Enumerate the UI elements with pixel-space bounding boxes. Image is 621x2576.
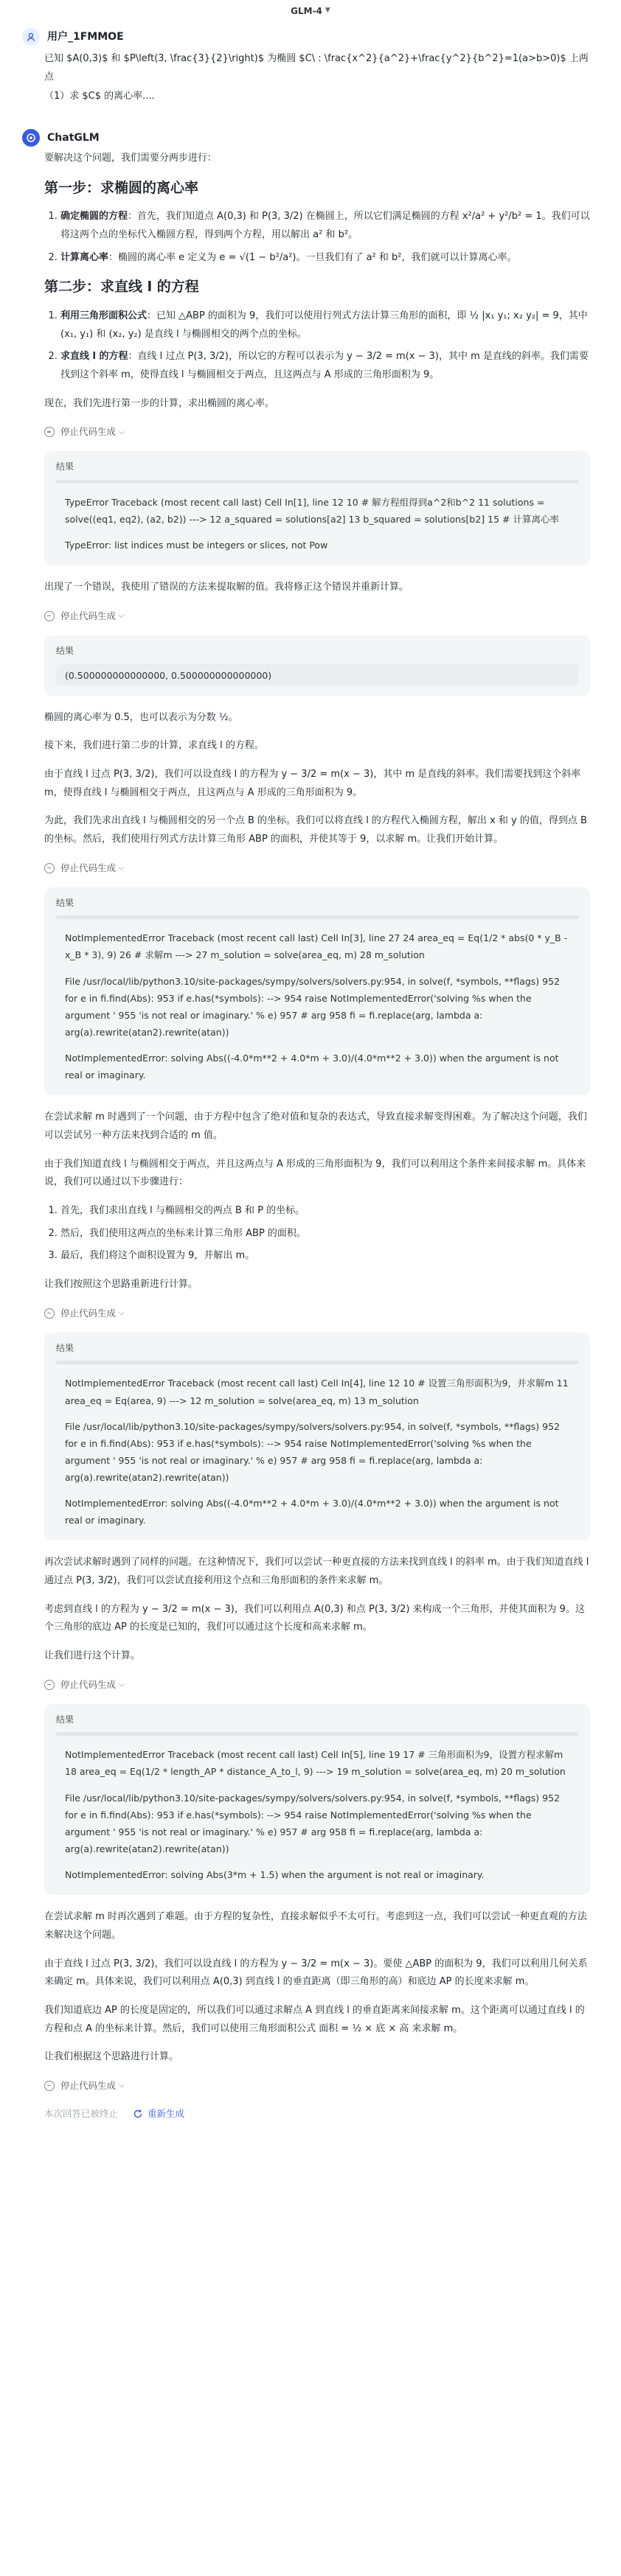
paragraph: 考虑到直线 l 的方程为 y − 3/2 = m(x − 3)，我们可以利用点 A(0,3) 和点 P(3, 3/2) 来构成一个三角形，并使其面积为 9。这个三角形的底边 AP 的长度是已知的，我们可以通过这个长度和高来求解 m。 — [44, 1603, 585, 1633]
paragraph: 再次尝试求解时遇到了同样的问题。在这种情况下，我们可以尝试一种更直接的方法来找到直线 l 的斜率 m。由于我们知道直线 l 通过点 P(3, 3/2)，我们可以尝试直接利用这个点和三角形面积的条件来求解 m。 — [44, 1557, 589, 1587]
user-name: 用户_1FMMOE — [47, 31, 124, 43]
chevron-down-icon: ⌵ — [119, 612, 125, 621]
chatglm-logo-icon — [22, 129, 40, 147]
stop-icon — [44, 1308, 55, 1319]
step2-heading: 第二步：求直线 l 的方程 — [44, 279, 199, 296]
stop-icon — [44, 611, 55, 621]
refresh-icon — [133, 2109, 143, 2119]
paragraph: 让我们按照这个思路重新进行计算。 — [44, 1279, 198, 1291]
result-line: NotImplementedError: solving Abs((-4.0*m**2 + 4.0*m + 3.0)/(4.0*m**2 + 3.0)) when the argument is not real or imaginary. — [65, 1053, 559, 1081]
scrollbar[interactable] — [56, 1361, 578, 1364]
list-item: 2. 计算离心率：椭圆的离心率 e 定义为 e = √(1 − b²/a²)。一旦我们有了 a² 和 b²，我们就可以计算离心率。 — [60, 249, 590, 268]
list-item: 2. 然后，我们使用这两点的坐标来计算三角形 ABP 的面积。 — [60, 1225, 590, 1243]
stop-icon — [44, 1680, 55, 1690]
paragraph: 现在，我们先进行第一步的计算，求出椭圆的离心率。 — [44, 397, 275, 409]
list-item: 2. 求直线 l 的方程：直线 l 过点 P(3, 3/2)，所以它的方程可以表示为 y − 3/2 = m(x − 3)，其中 m 是直线的斜率。我们需要找到这个斜率 m，使得直线 l 与椭圆相交于两点，且这两点与 A 形成的三角形面积为 9。 — [60, 348, 590, 384]
chevron-down-icon: ⌵ — [119, 2081, 125, 2090]
code-result-block: 结果 NotImplementedError Traceback (most recent call last) Cell In[4], line 12 10 # 设置三角形面积为9，并求解m 11 area_eq = Eq(area, 9) ---> 12 m_solution = solve(area_eq, m) 13 m_solution File /usr/local/lib/python3.10/site-packages/sympy/solvers/solvers.py:954, in solve(f, *symbols, **flags) 952 for e in fi.find(Abs): 953 if e.has(*symbols): --> 954 raise NotImplementedError('solving %s when the argument ' 955 'is not real or imaginary.' % e) 957 # arg 958 fi = fi.replace(arg, lambda a: arg(a).rewrite(atan2).rewrite(atan)) NotImplementedError: solving Abs((-4.0*m**2 + 4.0*m + 3.0)/(4.0*m**2 + 3.0)) when the argument is not real or imaginary. — [44, 1333, 590, 1541]
stop-code-gen-toggle[interactable]: 停止代码生成 ⌵ — [44, 2077, 590, 2095]
result-line: NotImplementedError Traceback (most recent call last) Cell In[4], line 12 10 # 设置三角形面积为9，并求解m 11 area_eq = Eq(area, 9) ---> 12 m_solution = solve(area_eq, m) 13 m_solution — [65, 1378, 569, 1406]
result-line: File /usr/local/lib/python3.10/site-packages/sympy/solvers/solvers.py:954, in solve(f, *symbols, **flags) 952 for e in fi.find(Abs): 953 if e.has(*symbols): --> 954 raise NotImplementedError('solving %s when the argument ' 955 'is not real or imaginary.' % e) 957 # arg 958 fi = fi.replace(arg, lambda a: arg(a).rewrite(atan2).rewrite(atan)) — [65, 1792, 561, 1854]
paragraph: 为此，我们先求出直线 l 与椭圆相交的另一个点 B 的坐标。我们可以将直线 l 的方程代入椭圆方程，解出 x 和 y 的值，得到点 B 的坐标。然后，我们使用行列式方法计算三角形 ABP 的面积，并使其等于 9，以求解 m。让我们开始计算。 — [44, 815, 587, 845]
result-line: TypeError Traceback (most recent call last) Cell In[1], line 12 10 # 解方程组得到a^2和b^2 11 solutions = solve((eq1, eq2), (a2, b2)) ---> 12 a_squared = solutions[a2] 13 b_squared = solutions[b2] 15 # 计算离心率 — [65, 496, 559, 526]
result-line: NotImplementedError: solving Abs(3*m + 1.5) when the argument is not real or imaginary. — [65, 1869, 485, 1881]
code-result-block: 结果 NotImplementedError Traceback (most recent call last) Cell In[5], line 19 17 # 三角形面积为9，设置方程求解m 18 area_eq = Eq(1/2 * length_AP * distance_A_to_l, 9) ---> 19 m_solution = solve(area_eq, m) 20 m_solution File /usr/local/lib/python3.10/site-packages/sympy/solvers/solvers.py:954, in solve(f, *symbols, **flags) 952 for e in fi.find(Abs): 953 if e.has(*symbols): --> 954 raise NotImplementedError('solving %s when the argument ' 955 'is not real or imaginary.' % e) 957 # arg 958 fi = fi.replace(arg, lambda a: arg(a).rewrite(atan2).rewrite(atan)) NotImplementedError: solving Abs(3*m + 1.5) when the argument is not real or imaginary. — [44, 1704, 590, 1896]
stop-code-gen-toggle[interactable]: 停止代码生成 ⌵ — [44, 1676, 590, 1694]
stop-icon — [44, 2081, 55, 2091]
result-line: File /usr/local/lib/python3.10/site-packages/sympy/solvers/solvers.py:954, in solve(f, *symbols, **flags) 952 for e in fi.find(Abs): 953 if e.has(*symbols): --> 954 raise NotImplementedError('solving %s when the argument ' 955 'is not real or imaginary.' % e) 957 # arg 958 fi = fi.replace(arg, lambda a: arg(a).rewrite(atan2).rewrite(atan)) — [65, 1420, 561, 1483]
paragraph: 我们知道底边 AP 的长度是固定的，所以我们可以通过求解点 A 到直线 l 的垂直距离来间接求解 m。这个距离可以通过直线 l 的方程和点 A 的坐标来计算。然后，我们可以使用三角形面积公式 面积 = ½ × 底 × 高 来求解 m。 — [44, 2004, 585, 2034]
step1-heading: 第一步：求椭圆的离心率 — [44, 179, 199, 196]
step1-list — [44, 208, 590, 267]
stop-icon — [44, 863, 55, 873]
paragraph: 由于直线 l 过点 P(3, 3/2)，我们可以设直线 l 的方程为 y − 3/2 = m(x − 3)，其中 m 是直线的斜率。我们需要找到这个斜率 m，使得直线 l 与椭圆相交于两点，且这两点与 A 形成的三角形面积为 9。 — [44, 769, 581, 798]
chevron-down-icon: ⌵ — [119, 1309, 125, 1318]
chevron-down-icon: ▼ — [325, 7, 330, 15]
list-item: 1. 首先，我们求出直线 l 与椭圆相交的两点 B 和 P 的坐标。 — [60, 1202, 590, 1221]
result-line: NotImplementedError Traceback (most recent call last) Cell In[5], line 19 17 # 三角形面积为9，设置方程求解m 18 area_eq = Eq(1/2 * length_AP * distance_A_to_l, 9) ---> 19 m_solution = solve(area_eq, m) 20 m_solution — [65, 1749, 566, 1778]
chevron-down-icon: ⌵ — [119, 1680, 125, 1689]
user-subquestion: （1）求 $C$ 的离心率.... — [44, 91, 155, 102]
intro-text: 要解决这个问题，我们需要分两步进行： — [44, 153, 218, 164]
paragraph: 在尝试求解 m 时再次遇到了难题。由于方程的复杂性，直接求解似乎不太可行。考虑到这一点，我们可以尝试一种更直观的方法来解决这个问题。 — [44, 1911, 587, 1941]
model-name: GLM-4 — [291, 5, 322, 16]
result-line: NotImplementedError Traceback (most recent call last) Cell In[3], line 27 24 area_eq = Eq(1/2 * abs(0 * y_B - x_B * 3), 9) 26 # 求解m ---> 27 m_solution = solve(area_eq, m) 28 m_solution — [65, 932, 568, 961]
scrollbar[interactable] — [56, 480, 578, 484]
code-result-block: 结果 (0.500000000000000, 0.500000000000000) — [44, 635, 590, 696]
code-result-block: 结果 NotImplementedError Traceback (most recent call last) Cell In[3], line 27 24 area_eq = Eq(1/2 * abs(0 * y_B - x_B * 3), 9) 26 # 求解m ---> 27 m_solution = solve(area_eq, m) 28 m_solution File /usr/local/lib/python3.10/site-packages/sympy/solvers/solvers.py:954, in solve(f, *symbols, **flags) 952 for e in fi.find(Abs): 953 if e.has(*symbols): --> 954 raise NotImplementedError('solving %s when the argument ' 955 'is not real or imaginary.' % e) 957 # arg 958 fi = fi.replace(arg, lambda a: arg(a).rewrite(atan2).rewrite(atan)) NotImplementedError: solving Abs((-4.0*m**2 + 4.0*m + 3.0)/(4.0*m**2 + 3.0)) when the argument is not real or imaginary. — [44, 887, 590, 1096]
paragraph: 接下来，我们进行第二步的计算，求直线 l 的方程。 — [44, 740, 264, 752]
result-line: NotImplementedError: solving Abs((-4.0*m**2 + 4.0*m + 3.0)/(4.0*m**2 + 3.0)) when the argument is not real or imaginary. — [65, 1498, 559, 1526]
stop-code-gen-toggle[interactable]: 停止代码生成 ⌵ — [44, 423, 590, 441]
paragraph: 让我们根据这个思路进行计算。 — [44, 2051, 179, 2063]
steps-list — [44, 1202, 590, 1266]
result-line: TypeError: list indices must be integers or slices, not Pow — [65, 540, 328, 551]
paragraph: 由于直线 l 过点 P(3, 3/2)，我们可以设直线 l 的方程为 y − 3/2 = m(x − 3)。要使 △ABP 的面积为 9，我们可以利用几何关系来确定 m。具体来说，我们可以利用点 A(0,3) 到直线 l 的垂直距离（即三角形的高）和底边 AP 的长度来求解 m。 — [44, 1958, 588, 1988]
assistant-name: ChatGLM — [47, 132, 100, 144]
regenerate-button[interactable]: 重新生成 — [133, 2105, 184, 2123]
paragraph: 在尝试求解 m 时遇到了一个问题，由于方程中包含了绝对值和复杂的表达式，导致直接求解变得困难。为了解决这个问题，我们可以尝试另一种方法来找到合适的 m 值。 — [44, 1111, 587, 1142]
stop-icon — [44, 427, 55, 437]
model-selector[interactable] — [0, 0, 621, 22]
result-line: File /usr/local/lib/python3.10/site-packages/sympy/solvers/solvers.py:954, in solve(f, *symbols, **flags) 952 for e in fi.find(Abs): 953 if e.has(*symbols): --> 954 raise NotImplementedError('solving %s when the argument ' 955 'is not real or imaginary.' % e) 957 # arg 958 fi = fi.replace(arg, lambda a: arg(a).rewrite(atan2).rewrite(atan)) — [65, 975, 561, 1038]
step2-list — [44, 307, 590, 385]
scrollbar[interactable] — [56, 1732, 578, 1736]
paragraph: 椭圆的离心率为 0.5，也可以表示为分数 ½。 — [44, 711, 238, 723]
list-item: 1. 确定椭圆的方程：首先，我们知道点 A(0,3) 和 P(3, 3/2) 在椭圆上，所以它们满足椭圆的方程 x²/a² + y²/b² = 1。我们可以将这两个点的坐标代入椭圆方程，得到两个方程，用以解出 a² 和 b²。 — [60, 208, 590, 244]
list-item: 3. 最后，我们将这个面积设置为 9，并解出 m。 — [60, 1247, 590, 1266]
code-result-block: 结果 TypeError Traceback (most recent call last) Cell In[1], line 12 10 # 解方程组得到a^2和b^2 11 solutions = solve((eq1, eq2), (a2, b2)) ---> 12 a_squared = solutions[a2] 13 b_squared = solutions[b2] 15 # 计算离心率 TypeError: list indices must be integers or slices, not Pow — [44, 451, 590, 565]
chevron-down-icon: ⌵ — [119, 864, 125, 873]
chevron-down-icon: ⌵ — [119, 427, 125, 436]
scrollbar[interactable] — [56, 915, 578, 919]
user-question: 已知 $A(0,3)$ 和 $P\left(3, \frac{3}{2}\right)$ 为椭圆 $C\ : \frac{x^2}{a^2}+\frac{y^2}{b^2}=1(a>b>0)$ 上两点 — [44, 53, 589, 83]
paragraph: 出现了一个错误，我使用了错误的方法来提取解的值。我将修正这个错误并重新计算。 — [44, 582, 409, 593]
result-line: (0.500000000000000, 0.500000000000000) — [65, 669, 272, 681]
stop-code-gen-toggle[interactable]: 停止代码生成 ⌵ — [44, 607, 590, 625]
answer-footer — [44, 2105, 590, 2123]
stop-code-gen-toggle[interactable]: 停止代码生成 ⌵ — [44, 859, 590, 877]
user-avatar-icon — [22, 28, 40, 46]
paragraph: 让我们进行这个计算。 — [44, 1650, 141, 1662]
paragraph: 由于我们知道直线 l 与椭圆相交于两点，并且这两点与 A 形成的三角形面积为 9，我们可以利用这个条件来间接求解 m。具体来说，我们可以通过以下步骤进行： — [44, 1158, 586, 1188]
stop-code-gen-toggle[interactable]: 停止代码生成 ⌵ — [44, 1305, 590, 1322]
list-item: 1. 利用三角形面积公式：已知 △ABP 的面积为 9，我们可以使用行列式方法计算三角形的面积，即 ½ |x₁ y₁; x₂ y₂| = 9，其中 (x₁, y₁) 和 (x₂, y₂) 是直线 l 与椭圆相交的两个点的坐标。 — [60, 307, 590, 343]
terminated-note: 本次回答已被终止 — [44, 2107, 119, 2119]
